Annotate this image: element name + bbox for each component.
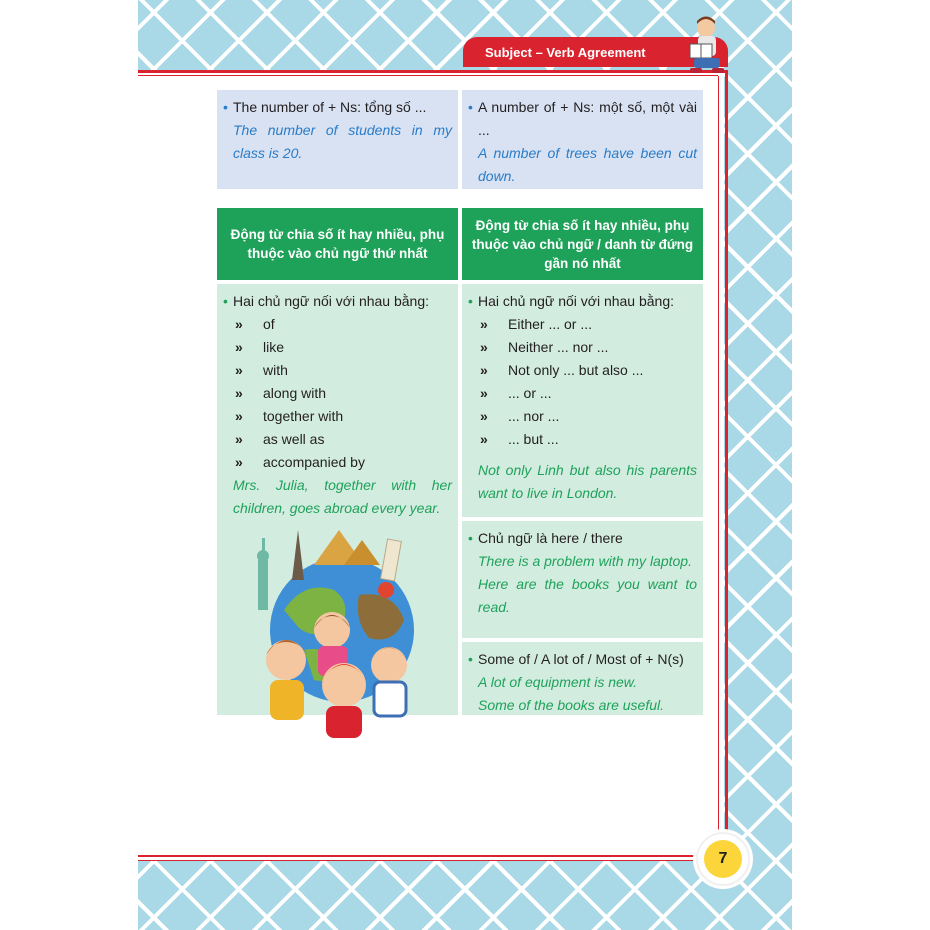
- list-item: » ... or ...: [480, 385, 552, 401]
- right-border-thin-line: [718, 76, 719, 846]
- list-item: » Neither ... nor ...: [480, 339, 609, 355]
- connector-list: [468, 313, 697, 451]
- left-column-heading: Động từ chia số ít hay nhiều, phụ thuộc vào chủ ngữ thứ nhất: [217, 208, 458, 280]
- rule-text: A number of + Ns: một số, một vài ...: [478, 99, 697, 138]
- list-item: » ... nor ...: [480, 408, 560, 424]
- here-there-cell: [462, 521, 703, 638]
- list-item: » like: [235, 339, 285, 355]
- rule-text: Hai chủ ngữ nối với nhau bằng:: [478, 293, 675, 309]
- right-border-line: [725, 70, 728, 850]
- list-item: » accompanied by: [235, 454, 365, 470]
- example-text: Here are the books you want to read.: [478, 576, 697, 615]
- bullet-icon: •: [223, 99, 228, 115]
- page-number: 7: [704, 840, 742, 878]
- world-landmarks-kids-illustration: [244, 520, 432, 738]
- section-title: Subject – Verb Agreement: [485, 44, 646, 60]
- example-text: Some of the books are useful.: [478, 697, 664, 713]
- bullet-icon: •: [468, 99, 473, 115]
- top-border-line: [138, 70, 728, 73]
- page-number-badge: [696, 832, 750, 886]
- list-item: » with: [235, 362, 288, 378]
- boy-reading-book-icon: [680, 14, 730, 78]
- example-text: There is a problem with my laptop.: [478, 553, 692, 569]
- list-item: » ... but ...: [480, 431, 559, 447]
- bullet-icon: •: [468, 651, 473, 667]
- a-number-of-cell: [462, 90, 703, 189]
- example-text: The number of students in my class is 20.: [233, 122, 452, 161]
- bottom-border-thin-line: [138, 860, 700, 861]
- rule-text: Hai chủ ngữ nối với nhau bằng:: [233, 293, 430, 309]
- list-item: » along with: [235, 385, 327, 401]
- right-column-body: [462, 284, 703, 517]
- top-border-thin-line: [138, 75, 718, 76]
- list-item: » Not only ... but also ...: [480, 362, 644, 378]
- rule-text: The number of + Ns: tổng số ...: [233, 99, 427, 115]
- list-item: » together with: [235, 408, 344, 424]
- rule-text: Chủ ngữ là here / there: [478, 530, 623, 546]
- some-of-cell: [462, 642, 703, 715]
- connector-list: [223, 313, 452, 474]
- list-item: » as well as: [235, 431, 325, 447]
- example-text: A number of trees have been cut down.: [478, 145, 697, 184]
- number-of-cell: [217, 90, 458, 189]
- bullet-icon: •: [223, 293, 228, 309]
- example-text: Mrs. Julia, together with her children, goes abroad every year.: [233, 477, 452, 516]
- example-text: A lot of equipment is new.: [478, 674, 638, 690]
- right-column-heading: Động từ chia số ít hay nhiều, phụ thuộc vào chủ ngữ / danh từ đứng gần nó nhất: [462, 208, 703, 280]
- example-text: Not only Linh but also his parents want to live in London.: [478, 462, 697, 501]
- bullet-icon: •: [468, 530, 473, 546]
- bottom-border-line: [138, 855, 700, 857]
- list-item: » of: [235, 316, 275, 332]
- list-item: » Either ... or ...: [480, 316, 593, 332]
- bullet-icon: •: [468, 293, 473, 309]
- rule-text: Some of / A lot of / Most of + N(s): [478, 651, 684, 667]
